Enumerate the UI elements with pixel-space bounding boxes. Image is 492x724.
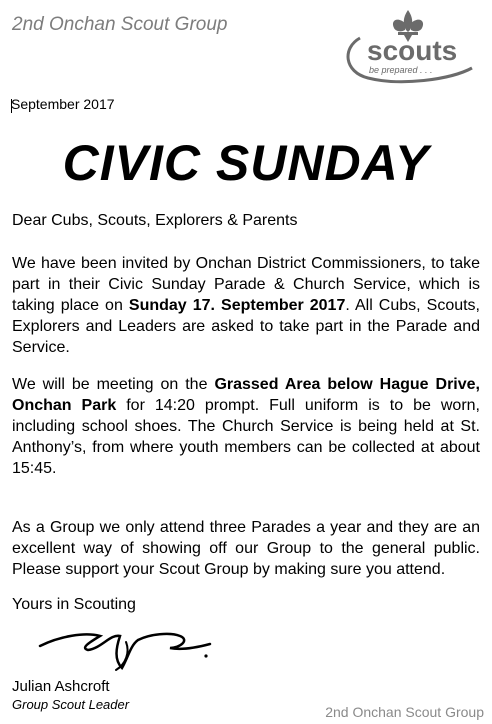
signatory-name: Julian Ashcroft — [12, 678, 110, 695]
page-title: CIVIC SUNDAY — [62, 135, 430, 191]
meeting-location-highlight: Grassed Area below Hague Drive, Onchan Park — [12, 376, 480, 414]
paragraph-invitation-text-c: . All Cubs, Scouts, Explorers and Leaders are asked to take part in the Parade and Service. — [12, 297, 481, 356]
paragraph-meeting-text-a: We will be meeting on the — [12, 376, 215, 393]
paragraph-support: As a Group we only attend three Parades a year and they are an excellent way of showing off our Group to the general public. Please support your Scout Group by making sure you attend. — [12, 519, 480, 578]
logo-wordmark: scouts — [367, 35, 458, 66]
event-date-highlight: Sunday 17. September 2017 — [128, 297, 346, 314]
signatory-role: Group Scout Leader — [12, 697, 130, 712]
paragraph-meeting — [12, 374, 480, 479]
paragraph-invitation — [12, 253, 480, 358]
paragraph-invitation-text-a: We have been invited by Onchan District Commissioners, to take part in their Civic Sunday Parade & Church Service, which is taking place on — [12, 255, 480, 314]
signature — [30, 618, 220, 676]
header-group-name: 2nd Onchan Scout Group — [12, 14, 228, 35]
paragraph-meeting-text-c: for 14:20 prompt. Full uniform is to be worn, including school shoes. The Church Service is being held at St. Anthony’s, from where youth members can be collected at about 15:45. — [12, 397, 481, 477]
footer-group-name: 2nd Onchan Scout Group — [325, 704, 484, 720]
scouts-logo — [340, 10, 480, 88]
salutation: Dear Cubs, Scouts, Explorers & Parents — [12, 212, 298, 229]
letter-date: September 2017 — [11, 96, 115, 112]
logo-tagline: be prepared . . . — [369, 65, 433, 75]
closing: Yours in Scouting — [12, 596, 136, 613]
